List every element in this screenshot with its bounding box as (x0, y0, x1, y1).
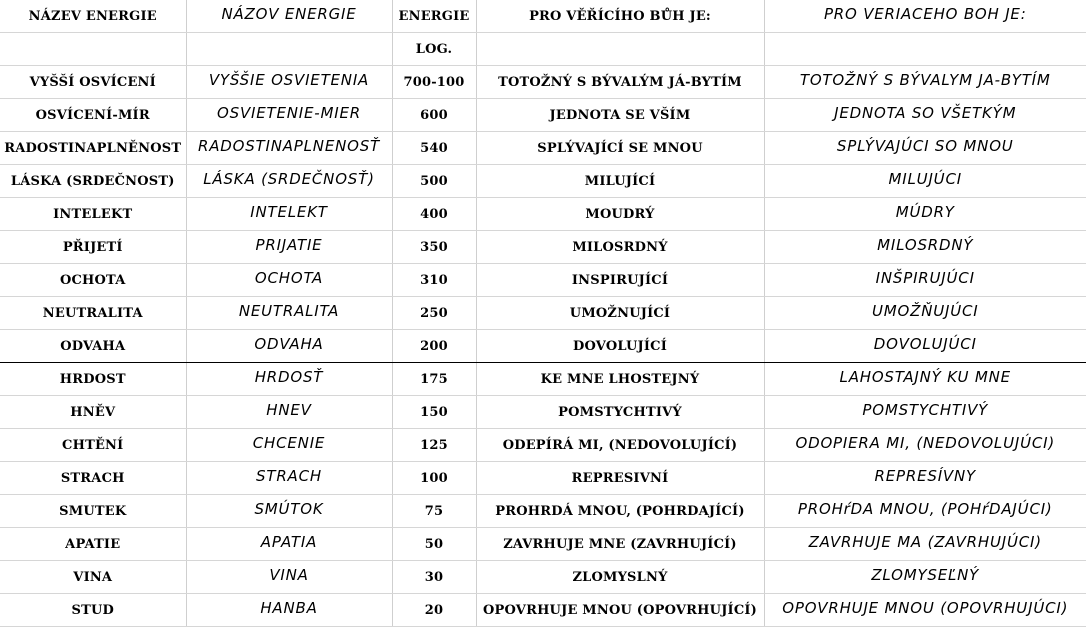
header-name-cz: NÁZEV ENERGIE (0, 0, 186, 33)
row-god-cz: POMSTYCHTIVÝ (476, 396, 764, 429)
header-empty (186, 33, 392, 66)
table-row (0, 528, 1086, 561)
row-name-sk: HRDOSŤ (186, 363, 392, 396)
row-god-cz: KE MNE LHOSTEJNÝ (476, 363, 764, 396)
table-row (0, 198, 1086, 231)
row-god-sk: REPRESÍVNY (764, 462, 1086, 495)
row-god-sk: INŠPIRUJÚCI (764, 264, 1086, 297)
header-empty (0, 33, 186, 66)
row-god-cz: MILUJÍCÍ (476, 165, 764, 198)
row-god-sk: POMSTYCHTIVÝ (764, 396, 1086, 429)
row-god-cz: DOVOLUJÍCÍ (476, 330, 764, 363)
row-name-sk: INTELEKT (186, 198, 392, 231)
row-name-sk: ODVAHA (186, 330, 392, 363)
row-log-value: 30 (392, 561, 476, 594)
row-log-value: 50 (392, 528, 476, 561)
row-god-cz: OPOVRHUJE MNOU (OPOVRHUJÍCÍ) (476, 594, 764, 627)
row-name-cz: LÁSKA (SRDEČNOST) (0, 165, 186, 198)
row-log-value: 540 (392, 132, 476, 165)
row-god-cz: JEDNOTA SE VŠÍM (476, 99, 764, 132)
row-name-cz: OCHOTA (0, 264, 186, 297)
table-row (0, 330, 1086, 363)
row-name-sk: SMÚTOK (186, 495, 392, 528)
table-row (0, 231, 1086, 264)
row-name-cz: PŘIJETÍ (0, 231, 186, 264)
row-name-cz: STRACH (0, 462, 186, 495)
row-log-value: 310 (392, 264, 476, 297)
header-empty (476, 33, 764, 66)
row-god-cz: PROHRDÁ MNOU, (POHRDAJÍCÍ) (476, 495, 764, 528)
row-name-cz: OSVÍCENÍ-MÍR (0, 99, 186, 132)
table-row (0, 66, 1086, 99)
row-log-value: 350 (392, 231, 476, 264)
row-name-cz: VINA (0, 561, 186, 594)
row-name-sk: NEUTRALITA (186, 297, 392, 330)
row-name-cz: SMUTEK (0, 495, 186, 528)
header-row (0, 0, 1086, 33)
row-god-sk: UMOŽŇUJÚCI (764, 297, 1086, 330)
row-name-sk: RADOSTINAPLNENOSŤ (186, 132, 392, 165)
row-log-value: 125 (392, 429, 476, 462)
row-god-cz: MOUDRÝ (476, 198, 764, 231)
row-log-value: 100 (392, 462, 476, 495)
table-row (0, 561, 1086, 594)
row-name-sk: HNEV (186, 396, 392, 429)
row-name-sk: OSVIETENIE-MIER (186, 99, 392, 132)
row-name-cz: CHTĚNÍ (0, 429, 186, 462)
row-god-sk: MILUJÚCI (764, 165, 1086, 198)
table-row (0, 495, 1086, 528)
table-row (0, 297, 1086, 330)
row-god-cz: INSPIRUJÍCÍ (476, 264, 764, 297)
row-god-cz: ZLOMYSLNÝ (476, 561, 764, 594)
header-empty (764, 33, 1086, 66)
row-log-value: 400 (392, 198, 476, 231)
header-believer-sk: PRO VERIACEHO BOH JE: (764, 0, 1086, 33)
table-row (0, 99, 1086, 132)
row-name-cz: VYŠŠÍ OSVÍCENÍ (0, 66, 186, 99)
table-row (0, 132, 1086, 165)
row-name-sk: VINA (186, 561, 392, 594)
header-log: LOG. (392, 33, 476, 66)
row-god-cz: ODEPÍRÁ MI, (NEDOVOLUJÍCÍ) (476, 429, 764, 462)
table-row (0, 594, 1086, 627)
row-log-value: 600 (392, 99, 476, 132)
row-name-cz: RADOSTINAPLNĚNOST (0, 132, 186, 165)
table-row (0, 165, 1086, 198)
row-name-cz: NEUTRALITA (0, 297, 186, 330)
table-row (0, 264, 1086, 297)
row-name-cz: APATIE (0, 528, 186, 561)
row-name-cz: HNĚV (0, 396, 186, 429)
row-god-sk: MÚDRY (764, 198, 1086, 231)
row-name-sk: APATIA (186, 528, 392, 561)
row-god-cz: MILOSRDNÝ (476, 231, 764, 264)
row-log-value: 150 (392, 396, 476, 429)
row-god-sk: JEDNOTA SO VŠETKÝM (764, 99, 1086, 132)
header-believer-cz: PRO VĚŘÍCÍHO BŮH JE: (476, 0, 764, 33)
row-god-sk: ODOPIERA MI, (NEDOVOLUJÚCI) (764, 429, 1086, 462)
row-god-cz: ZAVRHUJE MNE (ZAVRHUJÍCÍ) (476, 528, 764, 561)
row-log-value: 75 (392, 495, 476, 528)
row-god-sk: OPOVRHUJE MNOU (OPOVRHUJÚCI) (764, 594, 1086, 627)
row-name-sk: PRIJATIE (186, 231, 392, 264)
row-name-cz: INTELEKT (0, 198, 186, 231)
row-god-sk: LAHOSTAJNÝ KU MNE (764, 363, 1086, 396)
row-log-value: 200 (392, 330, 476, 363)
row-log-value: 175 (392, 363, 476, 396)
row-name-cz: ODVAHA (0, 330, 186, 363)
header-name-sk: NÁZOV ENERGIE (186, 0, 392, 33)
row-god-sk: SPLÝVAJÚCI SO MNOU (764, 132, 1086, 165)
row-god-cz: REPRESIVNÍ (476, 462, 764, 495)
row-log-value: 20 (392, 594, 476, 627)
row-name-cz: STUD (0, 594, 186, 627)
row-god-cz: UMOŽNUJÍCÍ (476, 297, 764, 330)
row-god-cz: SPLÝVAJÍCÍ SE MNOU (476, 132, 764, 165)
row-god-sk: DOVOLUJÚCI (764, 330, 1086, 363)
header-energy: ENERGIE (392, 0, 476, 33)
row-god-sk: MILOSRDNÝ (764, 231, 1086, 264)
table-row (0, 429, 1086, 462)
row-name-sk: LÁSKA (SRDEČNOSŤ) (186, 165, 392, 198)
table-row (0, 462, 1086, 495)
row-log-value: 250 (392, 297, 476, 330)
row-name-sk: STRACH (186, 462, 392, 495)
header-row-2 (0, 33, 1086, 66)
table-row (0, 396, 1086, 429)
row-log-value: 500 (392, 165, 476, 198)
row-god-sk: ZLOMYSEĽNÝ (764, 561, 1086, 594)
row-god-sk: ZAVRHUJE MA (ZAVRHUJÚCI) (764, 528, 1086, 561)
row-name-cz: HRDOST (0, 363, 186, 396)
row-god-cz: TOTOŽNÝ S BÝVALÝM JÁ-BYTÍM (476, 66, 764, 99)
row-name-sk: CHCENIE (186, 429, 392, 462)
row-name-sk: HANBA (186, 594, 392, 627)
row-log-value: 700-100 (392, 66, 476, 99)
row-god-sk: TOTOŽNÝ S BÝVALYM JA-BYTÍM (764, 66, 1086, 99)
row-name-sk: OCHOTA (186, 264, 392, 297)
table-row (0, 363, 1086, 396)
row-name-sk: VYŠŠIE OSVIETENIA (186, 66, 392, 99)
row-god-sk: PROHŕDA MNOU, (POHŕDAJÚCI) (764, 495, 1086, 528)
